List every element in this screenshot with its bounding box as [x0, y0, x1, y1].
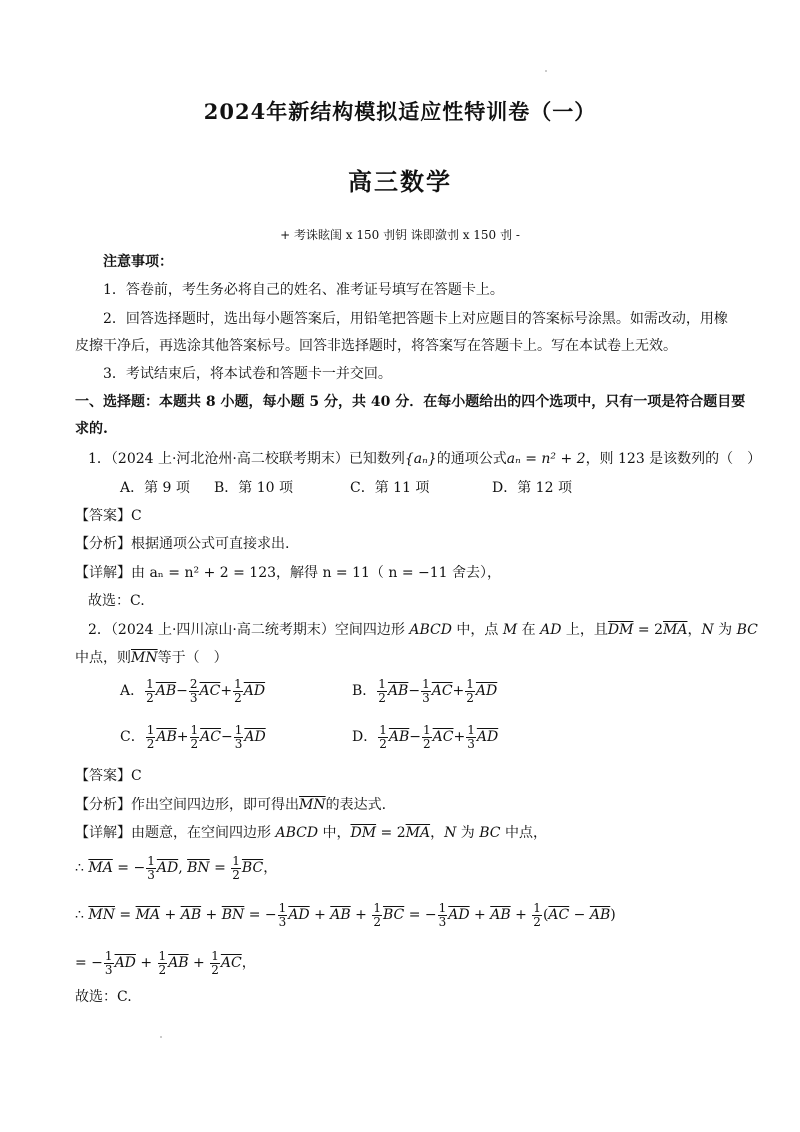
fraction — [146, 855, 156, 881]
q2-stem-mid5: 为 — [713, 622, 737, 638]
numerator: 1 — [158, 949, 167, 963]
operator: − — [408, 683, 421, 700]
operator: − — [409, 729, 422, 746]
vector: $\overline{AB}$ — [490, 907, 511, 924]
q2-detail-mid: 中， — [318, 825, 351, 841]
q2-detail-eq2: = 2 — [376, 825, 406, 841]
denominator: 2 — [190, 736, 199, 751]
vector: $\overline{AB}$ — [180, 907, 202, 924]
numerator: 1 — [379, 723, 387, 737]
q2-answer: 【答案】C — [75, 768, 142, 784]
q1-option-c: C．第 11 项 — [350, 480, 430, 496]
numerator: 1 — [232, 854, 240, 868]
vector: $\overline{AD}$ — [448, 907, 470, 924]
numerator: 1 — [190, 723, 199, 737]
q1-detail-text: 由 aₙ = n² + 2 = 123，解得 n = 11（ n = −11 舍去）， — [131, 565, 502, 581]
q2-option-a — [120, 678, 265, 704]
derivation-line-2: ∴ $\overline{MN} = \overline{MA} + \overline{AB} + \overline{BN}$ = − $\frac{1}{3}$ $\overline{AD} + \overline{AB}$ + $\frac{1}{2}$ $\overline{BC}$ = − $\frac{1}{3}$ $\overline{AD} + \overline{AB}$ + $\frac{1}{2}$ $(\overline{AC} - \overline{AB})$ — [75, 901, 616, 929]
vector: $\overline{AB}$ — [156, 729, 177, 746]
q1-answer: 【答案】C — [75, 508, 142, 524]
q2-vector-mn: $\overline{MN}$ — [131, 650, 158, 666]
numerator: 1 — [278, 901, 287, 915]
q2-vector-ma: $\overline{MA}$ — [663, 622, 688, 638]
q1-analysis: 【分析】根据通项公式可直接求出. — [75, 536, 290, 552]
exam-subject: 高三数学 — [348, 167, 452, 196]
q2-stem-mid4: ， — [687, 622, 702, 638]
q1-formula: aₙ = n² + 2 — [506, 451, 586, 467]
option-label: D． — [352, 729, 378, 746]
numerator: 1 — [104, 949, 113, 963]
vector: $\overline{AD}$ — [288, 907, 310, 924]
vector: $\overline{BC}$ — [382, 907, 405, 924]
numerator: 1 — [373, 901, 381, 915]
fraction — [465, 678, 475, 704]
q2-eq2: = 2 — [633, 622, 664, 638]
numerator: 1 — [234, 677, 242, 691]
q2-detail-abcd: ABCD — [275, 825, 319, 841]
option-label: C． — [120, 729, 145, 746]
denominator: 3 — [278, 914, 287, 929]
notice-item-2-line-1: 2．回答选择题时，选出每小题答案后，用铅笔把答题卡上对应题目的答案标号涂黑。如需改动，用橡 — [103, 311, 728, 327]
fraction — [372, 902, 382, 928]
fraction — [210, 950, 220, 976]
vector: $\overline{AB}$ — [388, 729, 410, 746]
denominator: 2 — [146, 736, 155, 751]
fraction — [190, 724, 200, 750]
q2-option-b — [352, 678, 497, 704]
denominator: 2 — [533, 914, 541, 929]
q2-detail-suffix: 为 — [456, 825, 480, 841]
fraction — [231, 855, 241, 881]
q2-stem-line2-suffix: 等于（ ） — [157, 650, 228, 666]
derivation-line-1: ∴ $\overline{MA}$ = − $\frac{1}{3}$ $\overline{AD}$, $\overline{BN}$ = $\frac{1}{2}$ $\overline{BC}$， — [75, 854, 278, 882]
numerator: 1 — [533, 901, 541, 915]
section-heading-line-1: 一、选择题：本题共 8 小题，每小题 5 分，共 40 分．在每小题给出的四个选项中，只有一项是符合题目要 — [75, 394, 746, 410]
q2-stem-mid1: 中，点 — [451, 622, 503, 638]
numerator: 1 — [234, 723, 243, 737]
denominator: 2 — [466, 690, 474, 705]
q2-stem-mid3: 上，且 — [561, 622, 608, 638]
fraction — [278, 902, 288, 928]
numerator: 1 — [467, 723, 475, 737]
denominator: 2 — [234, 690, 242, 705]
operator: − — [176, 683, 188, 700]
q2-abcd: ABCD — [409, 622, 452, 638]
denominator: 2 — [423, 736, 431, 751]
denominator: 2 — [378, 690, 386, 705]
numerator: 1 — [211, 949, 219, 963]
q2-stem-line2-prefix: 中点，则 — [75, 650, 131, 666]
denominator: 2 — [146, 690, 154, 705]
numerator: 1 — [422, 677, 430, 691]
vector: $\overline{AD}$ — [244, 729, 266, 746]
q2-stem-prefix: 2．（2024 上·四川凉山·高二统考期末）空间四边形 — [88, 622, 410, 638]
denominator: 2 — [211, 962, 219, 977]
vector: $\overline{MA}$ — [135, 907, 161, 924]
q2-detail — [75, 826, 547, 840]
operator: + — [176, 729, 189, 746]
q1-detail — [75, 566, 501, 580]
option-label: A． — [120, 683, 145, 700]
q2-analysis-suffix: 的表达式. — [325, 797, 387, 813]
denominator: 3 — [189, 690, 198, 705]
denominator: 2 — [373, 914, 381, 929]
derivation-line-3: = − $\frac{1}{3}$ $\overline{AD}$ + $\frac{1}{2}$ $\overline{AB}$ + $\frac{1}{2}$ $\overline{AC}$， — [75, 949, 256, 977]
fraction — [466, 724, 476, 750]
vector: $\overline{BN}$ — [187, 860, 210, 877]
fraction — [189, 678, 199, 704]
denominator: 3 — [147, 867, 155, 882]
fraction — [234, 724, 244, 750]
q2-detail-point-n: N — [444, 825, 457, 841]
numerator: 2 — [189, 677, 198, 691]
numerator: 1 — [146, 677, 154, 691]
numerator: 1 — [146, 723, 155, 737]
vector: $\overline{AC}$ — [220, 955, 242, 972]
vector: $\overline{BC}$ — [241, 860, 264, 877]
denominator: 3 — [234, 736, 243, 751]
notice-heading: 注意事项： — [103, 254, 173, 270]
fraction — [421, 678, 431, 704]
exam-meta-line: + 考诛眩闺 x 150 刌钥 诛即潋刌 x 150 刌 - — [280, 228, 520, 242]
numerator: 1 — [438, 901, 447, 915]
operator: + — [453, 729, 466, 746]
section-heading-line-2: 求的. — [75, 421, 108, 437]
numerator: 1 — [147, 854, 155, 868]
operator: + — [452, 683, 465, 700]
question-1-stem — [88, 452, 761, 466]
numerator: 1 — [423, 723, 431, 737]
fraction — [532, 902, 542, 928]
q1-option-a: A．第 9 项 — [120, 480, 190, 496]
q2-segment-bc: BC — [736, 622, 758, 638]
denominator: 2 — [232, 867, 240, 882]
q2-point-n: N — [701, 622, 714, 638]
option-label: B． — [352, 683, 377, 700]
q2-detail-prefix: 【详解】由题意，在空间四边形 — [75, 825, 276, 841]
q2-detail-mid2: ， — [430, 825, 445, 841]
q2-segment-ad: AD — [540, 622, 562, 638]
stray-mark — [160, 1036, 162, 1038]
q2-analysis-prefix: 【分析】作出空间四边形，即可得出 — [75, 797, 299, 813]
q2-conclusion: 故选：C. — [75, 989, 132, 1005]
vector: $\overline{AC}$ — [432, 729, 454, 746]
therefore-symbol: ∴ — [75, 860, 84, 877]
fraction — [158, 950, 168, 976]
vector: $\overline{AB}$ — [155, 683, 177, 700]
stray-mark — [545, 70, 547, 72]
vector: $\overline{AD}$ — [243, 683, 266, 700]
fraction — [438, 902, 448, 928]
q2-analysis — [75, 798, 386, 812]
q1-option-d: D．第 12 项 — [492, 480, 572, 496]
q1-stem-prefix: 1．（2024 上·河北沧州·高二校联考期末）已知数列 — [88, 451, 405, 467]
q2-point-m: M — [502, 622, 518, 638]
denominator: 3 — [438, 914, 447, 929]
vector: $\overline{AC}$ — [200, 729, 221, 746]
vector: $\overline{AD}$ — [114, 955, 136, 972]
therefore-symbol: ∴ — [75, 907, 84, 924]
vector: $\overline{AB}$ — [589, 907, 611, 924]
vector: $\overline{BN}$ — [221, 907, 245, 924]
notice-item-3: 3．考试结束后，将本试卷和答题卡一并交回。 — [103, 366, 392, 382]
q1-stem-suffix: ，则 123 是该数列的（ ） — [585, 451, 762, 467]
fraction — [377, 678, 387, 704]
question-2-stem-line-1 — [88, 623, 758, 637]
vector: $\overline{AB}$ — [330, 907, 351, 924]
q2-detail-vector-ma: $\overline{MA}$ — [405, 825, 431, 841]
vector: $\overline{AC}$ — [431, 683, 453, 700]
operator: − — [220, 729, 233, 746]
notice-item-1: 1．答卷前，考生务必将自己的姓名、准考证号填写在答题卡上。 — [103, 282, 504, 298]
q2-option-d — [352, 724, 498, 750]
question-2-stem-line-2 — [75, 651, 228, 665]
fraction — [104, 950, 114, 976]
q2-analysis-vector-mn: $\overline{MN}$ — [299, 797, 326, 813]
vector: $\overline{AD}$ — [475, 683, 498, 700]
vector: $\overline{AB}$ — [168, 955, 189, 972]
fraction — [422, 724, 432, 750]
denominator: 3 — [104, 962, 113, 977]
q2-detail-segment-bc: BC — [479, 825, 501, 841]
fraction — [233, 678, 243, 704]
vector: $\overline{MN}$ — [88, 907, 115, 924]
vector: $\overline{AB}$ — [387, 683, 409, 700]
denominator: 2 — [379, 736, 387, 751]
vector: $\overline{MA}$ — [88, 860, 113, 877]
fraction — [378, 724, 388, 750]
denominator: 3 — [422, 690, 430, 705]
fraction — [146, 724, 156, 750]
q2-detail-vector-dm: $\overline{DM}$ — [350, 825, 377, 841]
q2-detail-end: 中点， — [500, 825, 547, 841]
exam-title: 2024年新结构模拟适应性特训卷（一） — [203, 99, 597, 124]
operator: + — [220, 683, 233, 700]
q1-option-b: B．第 10 项 — [214, 480, 294, 496]
q1-conclusion: 故选：C. — [88, 593, 145, 609]
q2-stem-mid2: 在 — [517, 622, 541, 638]
vector: $\overline{AC}$ — [548, 907, 570, 924]
denominator: 2 — [158, 962, 167, 977]
q1-sequence: {aₙ} — [404, 451, 437, 467]
vector: $\overline{AC}$ — [199, 683, 221, 700]
q2-vector-dm: $\overline{DM}$ — [607, 622, 634, 638]
q1-stem-mid: 的通项公式 — [436, 451, 507, 467]
fraction — [145, 678, 155, 704]
notice-item-2-line-2: 皮擦干净后，再选涂其他答案标号。回答非选择题时，将答案写在答题卡上。写在本试卷上无效。 — [75, 338, 677, 354]
q2-option-c — [120, 724, 266, 750]
numerator: 1 — [466, 677, 474, 691]
denominator: 3 — [467, 736, 475, 751]
numerator: 1 — [378, 677, 386, 691]
vector: $\overline{AD}$ — [156, 860, 179, 877]
vector: $\overline{AD}$ — [476, 729, 499, 746]
q1-detail-label: 【详解】 — [75, 565, 131, 581]
